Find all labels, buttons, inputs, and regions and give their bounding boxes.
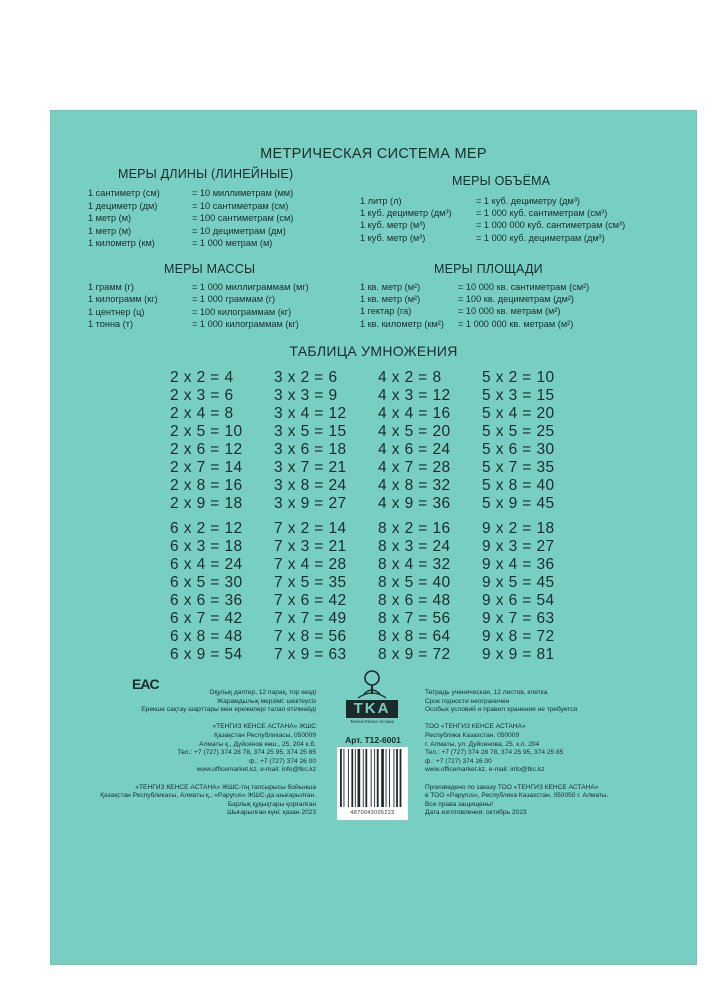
- multiplication-fact: 6 x 7 = 42: [170, 610, 243, 627]
- multiplication-fact: 9 x 6 = 54: [482, 592, 555, 609]
- multiplication-fact: 8 x 6 = 48: [378, 592, 451, 609]
- multiplication-fact: 7 x 7 = 49: [274, 610, 347, 627]
- kz-info-line: Тел.: +7 (727) 374 28 78, 374 25 95, 374 25 85: [177, 749, 316, 757]
- length-equivalent: = 1 000 метрам (м): [192, 238, 273, 249]
- mass-equivalent: = 1 000 миллиграммам (мг): [192, 282, 309, 292]
- area-unit: 1 кв. метр (м²): [360, 294, 421, 305]
- multiplication-fact: 7 x 3 = 21: [274, 538, 347, 555]
- length-unit: 1 дециметр (дм): [88, 200, 158, 211]
- mass-equivalent: = 100 килограммам (кг): [192, 306, 292, 317]
- kz-info-line: Жарамдылық мерзімі: шектеусіз: [217, 697, 316, 705]
- kz-info-line: Алматы қ., Дүйсенов көш., 25, 204 к.б.: [199, 740, 316, 748]
- multiplication-fact: 3 x 9 = 27: [274, 495, 347, 512]
- length-unit: 1 метр (м): [88, 225, 132, 236]
- multiplication-fact: 2 x 2 = 4: [170, 369, 234, 386]
- volume-equivalent: = 1 000 куб. дециметрам (дм³): [476, 232, 605, 243]
- mass-unit: 1 грамм (г): [88, 282, 134, 292]
- multiplication-fact: 7 x 6 = 42: [274, 592, 347, 609]
- multiplication-fact: 6 x 2 = 12: [170, 520, 243, 537]
- multiplication-fact: 8 x 4 = 32: [378, 556, 451, 573]
- area-equivalent: = 10 000 кв. метрам (м²): [458, 306, 561, 317]
- multiplication-fact: 2 x 3 = 6: [170, 387, 234, 404]
- multiplication-fact: 7 x 5 = 35: [274, 574, 347, 591]
- eac-mark: EAC: [132, 676, 159, 692]
- area-heading: МЕРЫ ПЛОЩАДИ: [434, 262, 543, 276]
- multiplication-fact: 5 x 6 = 30: [482, 441, 555, 458]
- volume-unit: 1 куб. метр (м³): [360, 220, 426, 231]
- volume-heading: МЕРЫ ОБЪЁМА: [452, 174, 551, 188]
- multiplication-fact: 6 x 6 = 36: [170, 592, 243, 609]
- barcode-icon: [337, 747, 408, 810]
- multiplication-fact: 5 x 8 = 40: [482, 477, 555, 494]
- notebook-cover: [50, 110, 697, 965]
- kz-info-line: Қазақстан Республикасы, Алматы қ., «Papyrus» ЖШС-да шығарылған.: [100, 792, 316, 800]
- ru-info-line: в ТОО «Papyrus», Республика Казахстан, 050050 г. Алматы.: [425, 792, 609, 800]
- area-equivalent: = 1 000 000 кв. метрам (м²): [458, 318, 574, 329]
- area-unit: 1 кв. метр (м²): [360, 282, 421, 292]
- multiplication-fact: 6 x 4 = 24: [170, 556, 243, 573]
- multiplication-fact: 7 x 2 = 14: [274, 520, 347, 537]
- multiplication-fact: 4 x 8 = 32: [378, 477, 451, 494]
- multiplication-fact: 9 x 8 = 72: [482, 628, 555, 645]
- ru-info-line: ф.: +7 (727) 374 26 00: [425, 757, 492, 765]
- ru-info-line: www.officemarket.kz, e-mail: info@tkc.kz: [425, 766, 545, 774]
- multiplication-fact: 8 x 5 = 40: [378, 574, 451, 591]
- ru-info-line: Республика Казахстан, 050009: [425, 732, 520, 739]
- length-heading: МЕРЫ ДЛИНЫ (ЛИНЕЙНЫЕ): [118, 167, 294, 181]
- multiplication-fact: 8 x 2 = 16: [378, 520, 451, 537]
- logo-subtitle: Тенгиз Кенсе Астана: [349, 719, 395, 724]
- multiplication-fact: 3 x 3 = 9: [274, 387, 338, 404]
- multiplication-fact: 9 x 2 = 18: [482, 520, 555, 537]
- multiplication-fact: 2 x 6 = 12: [170, 441, 243, 458]
- multiplication-fact: 4 x 9 = 36: [378, 495, 451, 512]
- length-equivalent: = 10 сантиметрам (см): [192, 200, 289, 211]
- multiplication-fact: 7 x 8 = 56: [274, 628, 347, 645]
- kz-info-line: ф.: +7 (727) 374 26 00: [249, 757, 316, 765]
- multiplication-fact: 4 x 5 = 20: [378, 423, 451, 440]
- multiplication-fact: 4 x 7 = 28: [378, 459, 451, 476]
- multiplication-fact: 4 x 2 = 8: [378, 369, 442, 386]
- barcode: [337, 747, 408, 820]
- length-unit: 1 сантиметр (см): [88, 188, 160, 198]
- multiplication-fact: 3 x 5 = 15: [274, 423, 347, 440]
- volume-unit: 1 куб. метр (м³): [360, 232, 426, 243]
- volume-equivalent: = 1 куб. дециметру (дм³): [476, 196, 580, 206]
- multiplication-fact: 9 x 4 = 36: [482, 556, 555, 573]
- multiplication-fact: 5 x 7 = 35: [482, 459, 555, 476]
- kz-info-line: «ТЕНГИЗ КЕНСЕ АСТАНА» ЖШС: [212, 723, 316, 731]
- multiplication-fact: 7 x 9 = 63: [274, 646, 347, 663]
- page-title: МЕТРИЧЕСКАЯ СИСТЕМА МЕР: [260, 146, 487, 162]
- multiplication-fact: 5 x 4 = 20: [482, 405, 555, 422]
- ru-info-line: Тетрадь ученическая, 12 листов, клетка: [425, 689, 548, 696]
- length-equivalent: = 10 миллиметрам (мм): [192, 188, 294, 198]
- multiplication-fact: 9 x 7 = 63: [482, 610, 555, 627]
- mass-unit: 1 тонна (т): [88, 319, 134, 330]
- ru-info-line: Все права защищены!: [425, 800, 494, 808]
- volume-unit: 1 куб. дециметр (дм³): [360, 208, 452, 219]
- multiplication-fact: 6 x 3 = 18: [170, 538, 243, 555]
- volume-unit: 1 литр (л): [360, 196, 402, 206]
- multiplication-fact: 5 x 9 = 45: [482, 495, 555, 512]
- multiplication-fact: 9 x 3 = 27: [482, 538, 555, 555]
- volume-equivalent: = 1 000 000 куб. сантиметрам (см³): [476, 220, 626, 231]
- multiplication-fact: 3 x 7 = 21: [274, 459, 347, 476]
- article-number: Арт. Т12-6001: [345, 735, 401, 745]
- multiplication-fact: 6 x 9 = 54: [170, 646, 243, 663]
- area-equivalent: = 10 000 кв. сантиметрам (см²): [458, 282, 590, 292]
- kz-info-line: Қазақстан Республикасы, 050009: [214, 732, 316, 739]
- logo-letters: TKA: [353, 700, 391, 717]
- mass-equivalent: = 1 000 килограммам (кг): [192, 319, 299, 330]
- area-unit: 1 гектар (га): [360, 306, 412, 317]
- mass-unit: 1 килограмм (кг): [88, 294, 158, 305]
- ru-info-line: г. Алматы, ул. Дуйсенова, 25, к.п. 204: [425, 740, 540, 748]
- kz-info-line: Шығарылған күні: қазан 2023: [227, 809, 316, 817]
- multiplication-fact: 6 x 8 = 48: [170, 628, 243, 645]
- multiplication-fact: 4 x 3 = 12: [378, 387, 451, 404]
- multiplication-fact: 2 x 4 = 8: [170, 405, 234, 422]
- length-equivalent: = 100 сантиметрам (см): [192, 213, 294, 224]
- multiplication-fact: 2 x 9 = 18: [170, 495, 243, 512]
- multiplication-fact: 3 x 6 = 18: [274, 441, 347, 458]
- multiplication-fact: 2 x 7 = 14: [170, 459, 243, 476]
- barcode-number: 4870043005223: [350, 810, 395, 816]
- multiplication-title: ТАБЛИЦА УМНОЖЕНИЯ: [289, 343, 458, 359]
- multiplication-fact: 8 x 7 = 56: [378, 610, 451, 627]
- length-unit: 1 километр (км): [88, 238, 155, 249]
- multiplication-fact: 9 x 5 = 45: [482, 574, 555, 591]
- multiplication-fact: 8 x 3 = 24: [378, 538, 451, 555]
- multiplication-fact: 4 x 4 = 16: [378, 405, 451, 422]
- ru-info-line: ТОО «ТЕНГИЗ КЕНСЕ АСТАНА»: [425, 723, 526, 731]
- ru-info-line: Срок годности неограничен: [425, 697, 510, 705]
- multiplication-fact: 2 x 5 = 10: [170, 423, 243, 440]
- mass-heading: МЕРЫ МАССЫ: [164, 262, 256, 276]
- length-equivalent: = 10 дециметрам (дм): [192, 225, 286, 236]
- kz-info-line: Ерекше сақтау шарттары мен ережелері талап етілмейді: [141, 706, 316, 714]
- multiplication-fact: 3 x 2 = 6: [274, 369, 338, 386]
- area-unit: 1 кв. километр (км²): [360, 318, 444, 329]
- multiplication-fact: 3 x 4 = 12: [274, 405, 347, 422]
- area-equivalent: = 100 кв. дециметрам (дм²): [458, 294, 574, 305]
- ru-info-line: Тел.: +7 (727) 374 28 78, 374 25 95, 374 25 85: [425, 749, 564, 757]
- multiplication-fact: 3 x 8 = 24: [274, 477, 347, 494]
- ru-info-line: Дата изготовления: октябрь 2023: [425, 809, 527, 817]
- multiplication-fact: 5 x 3 = 15: [482, 387, 555, 404]
- multiplication-fact: 8 x 9 = 72: [378, 646, 451, 663]
- multiplication-fact: 4 x 6 = 24: [378, 441, 451, 458]
- ru-info-line: Произведено по заказу ТОО «ТЕНГИЗ КЕНСЕ АСТАНА»: [425, 783, 599, 791]
- multiplication-fact: 5 x 2 = 10: [482, 369, 555, 386]
- publisher-logo: [340, 668, 404, 738]
- multiplication-fact: 8 x 8 = 64: [378, 628, 451, 645]
- multiplication-fact: 6 x 5 = 30: [170, 574, 243, 591]
- multiplication-fact: 2 x 8 = 16: [170, 477, 243, 494]
- kz-info-line: www.officemarket.kz, e-mail: info@tkc.kz: [196, 766, 316, 774]
- multiplication-fact: 5 x 5 = 25: [482, 423, 555, 440]
- multiplication-fact: 7 x 4 = 28: [274, 556, 347, 573]
- mass-unit: 1 центнер (ц): [88, 306, 145, 317]
- multiplication-fact: 9 x 9 = 81: [482, 646, 555, 663]
- volume-equivalent: = 1 000 куб. сантиметрам (см³): [476, 208, 608, 219]
- mass-equivalent: = 1 000 граммам (г): [192, 294, 276, 305]
- kz-info-line: Оқулық дәптер, 12 парақ, тор көзді: [209, 689, 316, 696]
- kz-info-line: «ТЕНГИЗ КЕНСЕ АСТАНА» ЖШС-тің тапсырысы бойынша: [135, 783, 316, 791]
- ru-info-line: Особых условий и правил хранения не требуется: [425, 706, 578, 714]
- length-unit: 1 метр (м): [88, 213, 132, 224]
- kz-info-line: Барлық құқықтары қорғалған: [227, 800, 316, 808]
